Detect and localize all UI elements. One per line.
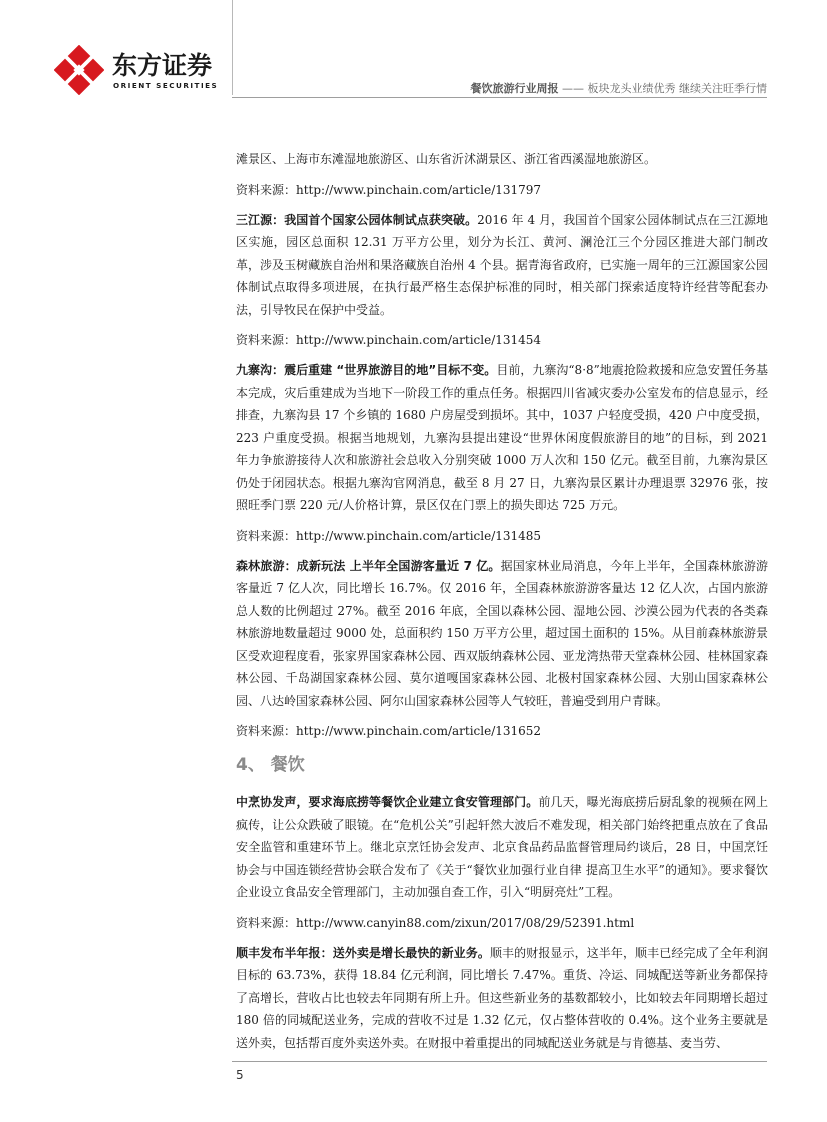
report-title: 餐饮旅游行业周报 [470, 82, 559, 95]
paragraph-sanjiangyuan [236, 209, 768, 322]
paragraph-sf-express [236, 942, 768, 1055]
paragraph-body: 顺丰的财报显示，这半年，顺丰已经完成了全年利润目标的 63.73%，获得 18.84 亿元利润，同比增长 7.47%。重货、冷运、同城配送等新业务都保持了高增长，营收占比也较去年同期有所上升。但这些新业务的基数都较小，比如较去年同期增长超过 180 倍的同城配送业务，完成的营收不过是 1.32 亿元，仅占整体营收的 0.4%。这个业务主要就是送外卖，包括帮百度外卖送外卖。在财报中着重提出的同城配送业务就是与肯德基、麦当劳、 [236, 945, 768, 1050]
paragraph-body: 前几天，曝光海底捞后厨乱象的视频在网上疯传，让公众跌破了眼镜。在“危机公关”引起轩然大波后不难发现，相关部门始终把重点放在了食品安全监管和重建环节上。继北京烹饪协会发声、北京食品药品监督管理局约谈后，28 日，中国烹饪协会与中国连锁经营协会联合发布了《关于“餐饮业加强行业自律 提高卫生水平”的通知》。要求餐饮企业设立食品安全管理部门，主动加强自查工作，引入“明厨亮灶”工程。 [236, 795, 768, 899]
paragraph-body: 据国家林业局消息，今年上半年，全国森林旅游游客量近 7 亿人次，同比增长 16.7%。仅 2016 年，全国森林旅游游客量达 12 亿人次，占国内旅游总人数的比例超过 27%。截至 2016 年底，全国以森林公园、湿地公园、沙漠公园为代表的各类森林旅游地数量超过 9000 处，总面积约 150 万平方公里，超过国土面积的 15%。从目前森林旅游景区受欢迎程度看，张家界国家森林公园、西双版纳森林公园、亚龙湾热带天堂森林公园、桂林国家森林公园、千岛湖国家森林公园、莫尔道嘎国家森林公园、北极村国家森林公园、大别山国家森林公园、八达岭国家森林公园、阿尔山国家森林公园等人气较旺，普遍受到用户青睐。 [236, 558, 768, 708]
footer-rule [232, 1061, 767, 1062]
section-heading-catering: 4、 餐饮 [236, 755, 305, 775]
paragraph-body: 2016 年 4 月，我国首个国家公园体制试点在三江源地区实施，园区总面积 12.31 万平方公里，划分为长江、黄河、澜沧江三个分园区推进大部门制改革，涉及玉树藏族自治州和果洛藏族自治州 4 个县。据青海省政府，已实施一周年的三江源国家公园体制试点取得多项进展，在执行最严格生态保护标准的同时，相关部门探索适度特许经营等配套办法，引导牧民在保护中受益。 [236, 212, 768, 317]
logo-english-name: ORIENT SECURITIES [113, 81, 219, 90]
running-header [471, 80, 768, 96]
source-citation: 资料来源：http://www.canyin88.com/zixun/2017/08/29/52391.html [236, 915, 635, 930]
report-subtitle: 板块龙头业绩优秀 继续关注旺季行情 [587, 82, 767, 95]
source-citation: 资料来源：http://www.pinchain.com/article/131797 [236, 182, 542, 197]
source-citation: 资料来源：http://www.pinchain.com/article/131485 [236, 528, 542, 543]
header-separator: —— [558, 82, 588, 95]
paragraph-forest-tourism [236, 555, 768, 713]
paragraph-body: 目前，九寨沟“8·8”地震抢险救援和应急安置任务基本完成，灾后重建成为当地下一阶段工作的重点任务。根据四川省减灾委办公室发布的信息显示，经排查，九寨沟县 17 个乡镇的 1680 户房屋受到损坏。其中，1037 户轻度受损，420 户中度受损，223 户重度受损。根据当地规划，九寨沟县提出建设“世界休闲度假旅游目的地”的目标，到 2021 年力争旅游接待人次和旅游社会总收入分别突破 1000 万人次和 150 亿元。截至目前，九寨沟景区仍处于闭园状态。根据九寨沟官网消息，截至 8 月 27 日，九寨沟景区累计办理退票 32976 张，按照旺季门票 220 元/人价格计算，景区仅在门票上的损失即达 725 万元。 [236, 363, 769, 512]
paragraph-haidilao [236, 791, 768, 904]
paragraph-lead: 森林旅游：成新玩法 上半年全国游客量近 7 亿。 [236, 558, 501, 573]
source-citation: 资料来源：http://www.pinchain.com/article/131652 [236, 724, 542, 738]
header-rule [232, 97, 767, 98]
paragraph-lead: 九寨沟：震后重建 “世界旅游目的地”目标不变。 [236, 363, 497, 377]
orient-securities-logo-icon [54, 45, 104, 95]
paragraph-lead: 中烹协发声，要求海底捞等餐饮企业建立食安管理部门。 [236, 795, 539, 809]
paragraph-jiuzhaigou [236, 359, 768, 517]
report-body [236, 148, 768, 1063]
paragraph-wetland-continued: 滩景区、上海市东滩湿地旅游区、山东省沂沭湖景区、浙江省西溪湿地旅游区。 [236, 152, 657, 166]
paragraph-lead: 顺丰发布半年报：送外卖是增长最快的新业务。 [236, 945, 490, 960]
page-number: 5 [236, 1068, 244, 1082]
paragraph-lead: 三江源：我国首个国家公园体制试点获突破。 [236, 212, 478, 227]
source-citation: 资料来源：http://www.pinchain.com/article/131454 [236, 333, 542, 347]
header-vertical-divider [232, 0, 233, 95]
logo-chinese-name: 东方证券 [112, 51, 213, 80]
company-logo [54, 45, 234, 97]
